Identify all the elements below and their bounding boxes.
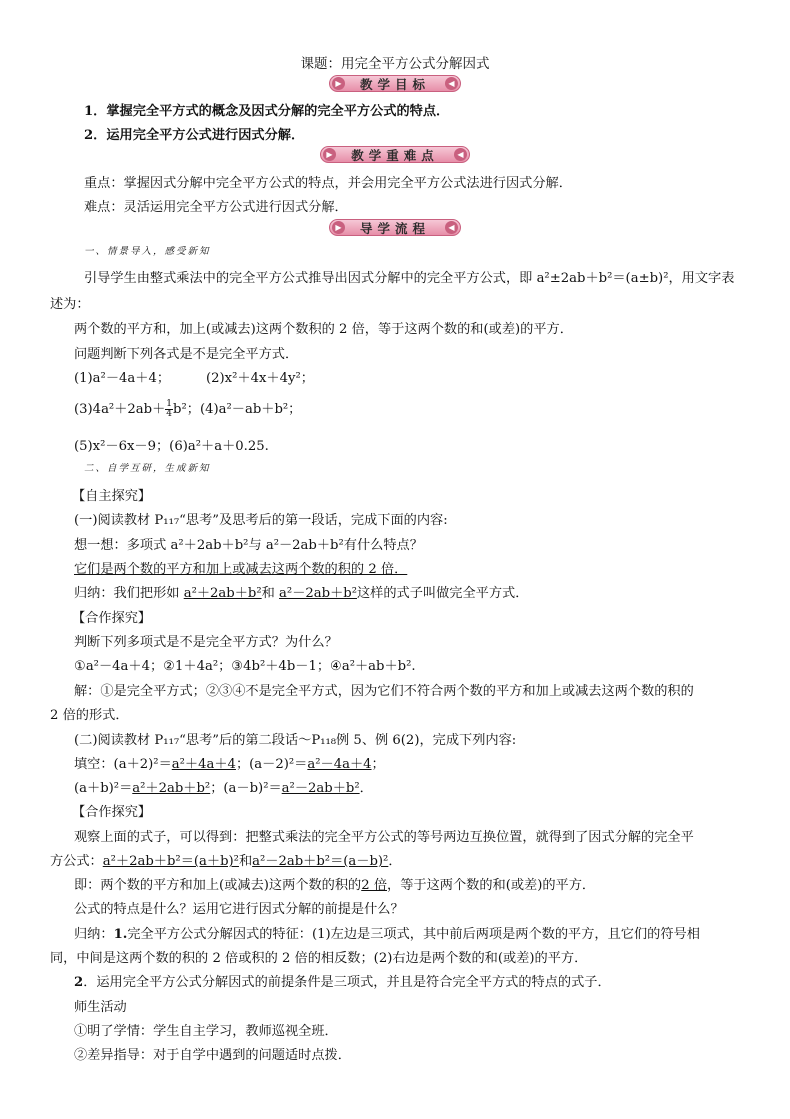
observe-text: 方公式： (50, 854, 103, 869)
arrow-right-icon: ▶ (332, 77, 345, 90)
solution-line-1: 解：①是完全平方式；②③④不是完全平方式，因为它们不符合两个数的平方和加上或减去这两个数的积的 (74, 684, 694, 699)
induce-number: 1. (113, 927, 128, 942)
intro-line-1: 引导学生由整式乘法中的完全平方公式推导出因式分解中的完全平方公式，即 a²±2ab＋b²＝(a±b)²，用文字表 (84, 271, 735, 286)
activity-1: ①明了学情：学生自主学习，教师巡视全班． (74, 1024, 338, 1039)
banner-teaching-goals (329, 75, 461, 92)
item-3-text: (3)4a²＋2ab＋ (74, 402, 166, 417)
observe-line-1: 观察上面的式子，可以得到：把整式乘法的完全平方公式的等号两边互换位置，就得到了因式分解的完全平 (74, 830, 694, 845)
fraction-numerator: 1 (166, 399, 173, 409)
induce-number: 2 (74, 975, 84, 990)
namely-text: 即：两个数的平方和加上(或减去)这两个数的积的 (74, 878, 362, 893)
induce-line-2: 同，中间是这两个数的积的 2 倍或积的 2 倍的相反数；(2)右边是两个数的和(或差)的平方． (50, 951, 588, 966)
features-question: 公式的特点是什么？运用它进行因式分解的前提是什么？ (74, 902, 404, 917)
observe-line-2 (50, 850, 402, 869)
answer-blank: a²－2ab＋b²＝(a－b)² (252, 854, 389, 869)
coop-explore-label: 【合作探究】 (72, 611, 152, 626)
arrow-left-icon: ◀ (454, 148, 467, 161)
answer-1: 它们是两个数的平方和加上或减去这两个数的积的 2 倍． (74, 562, 408, 577)
banner-key-points (320, 146, 470, 163)
fraction-denominator: 4 (166, 409, 173, 419)
fill-line-1 (74, 753, 385, 772)
coop-explore-label-2: 【合作探究】 (72, 805, 152, 820)
solution-line-2: 2 倍的形式． (50, 708, 129, 723)
fill-text: ； (371, 757, 385, 772)
summary-text: 和 (261, 586, 280, 601)
induce-text: 归纳： (74, 927, 114, 942)
observe-text: 和 (238, 854, 253, 869)
answer-blank: a²－4a＋4 (307, 757, 372, 772)
answer-blank: 2 倍 (361, 878, 388, 893)
answer-blank: a²＋2ab＋b² (132, 781, 211, 796)
arrow-left-icon: ◀ (445, 221, 458, 234)
induce-line-1 (74, 923, 700, 942)
item-2: (2)x²＋4x＋4y²； (206, 371, 314, 386)
self-explore-label: 【自主探究】 (72, 489, 152, 504)
fill-text: ． (359, 781, 373, 796)
goal-2: 2．运用完全平方公式进行因式分解． (84, 128, 305, 143)
read-instruction-1: (一)阅读教材 P₁₁₇“思考”及思考后的第一段话，完成下面的内容: (74, 513, 448, 528)
goal-1: 1．掌握完全平方式的概念及因式分解的完全平方公式的特点． (84, 104, 450, 119)
activity-2: ②差异指导：对于自学中遇到的问题适时点拨． (74, 1048, 351, 1063)
fill-text: ；(a－2)²＝ (235, 757, 308, 772)
banner-process (329, 219, 461, 236)
item-3-4 (74, 398, 301, 419)
item-5-6: (5)x²－6x－9；(6)a²＋a＋0.25. (74, 439, 269, 454)
key-point: 重点：掌握因式分解中完全平方公式的特点，并会用完全平方公式法进行因式分解． (84, 176, 572, 191)
induce-text: ．运用完全平方公式分解因式的前提条件是三项式，并且是符合完全平方式的特点的式子． (83, 975, 611, 990)
intro-line-2: 述为： (50, 297, 90, 312)
arrow-left-icon: ◀ (445, 77, 458, 90)
activity-label: 师生活动 (74, 1000, 127, 1015)
summary-text: 这样的式子叫做完全平方式． (357, 586, 529, 601)
banner-label: 教学目标 (359, 76, 430, 92)
fill-text: 填空：(a＋2)²＝ (74, 757, 172, 772)
judge-options: ①a²－4a＋4；②1＋4a²；③4b²＋4b－1；④a²＋ab＋b². (74, 659, 416, 674)
answer-blank: a²＋2ab＋b² (183, 586, 262, 601)
namely-text: ，等于这两个数的和(或差)的平方． (387, 878, 596, 893)
item-3-4-text: b²；(4)a²－ab＋b²； (173, 402, 302, 417)
namely-line (74, 874, 595, 893)
fill-line-2 (74, 777, 373, 796)
arrow-right-icon: ▶ (332, 221, 345, 234)
section-2-heading: 二、自学互研，生成新知 (84, 463, 211, 474)
think-question: 想一想：多项式 a²＋2ab＋b²与 a²－2ab＋b²有什么特点？ (74, 538, 423, 553)
banner-label: 教学重难点 (351, 147, 439, 163)
question: 问题判断下列各式是不是完全平方式． (74, 347, 299, 362)
observe-text: ． (388, 854, 402, 869)
arrow-right-icon: ▶ (323, 148, 336, 161)
fill-text: (a＋b)²＝ (74, 781, 133, 796)
answer-blank: a²－2ab＋b² (281, 781, 360, 796)
fraction-one-quarter (165, 400, 173, 419)
difficult-point: 难点：灵活运用完全平方公式进行因式分解． (84, 200, 348, 215)
answer-blank: a²＋4a＋4 (171, 757, 236, 772)
banner-label: 导学流程 (359, 220, 430, 236)
judge-question: 判断下列多项式是不是完全平方式？为什么？ (74, 635, 338, 650)
item-1: (1)a²－4a＋4； (74, 371, 171, 386)
induce-text: 完全平方公式分解因式的特征：(1)左边是三项式，其中前后两项是两个数的平方，且它们的符号相 (127, 927, 700, 942)
read-instruction-2: (二)阅读教材 P₁₁₇“思考”后的第二段话～P₁₁₈例 5、例 6(2)，完成下列内容: (74, 733, 517, 748)
summary (74, 582, 528, 601)
fill-text: ；(a－b)²＝ (210, 781, 282, 796)
statement: 两个数的平方和，加上(或减去)这两个数积的 2 倍，等于这两个数的和(或差)的平方． (74, 322, 573, 337)
page-title: 课题：用完全平方公式分解因式 (300, 56, 490, 72)
summary-text: 归纳：我们把形如 (74, 586, 184, 601)
answer-blank: a²＋2ab＋b²＝(a＋b)² (102, 854, 239, 869)
answer-blank: a²－2ab＋b² (279, 586, 357, 601)
induce-line-3 (74, 971, 611, 990)
section-1-heading: 一、情景导入，感受新知 (84, 246, 211, 257)
